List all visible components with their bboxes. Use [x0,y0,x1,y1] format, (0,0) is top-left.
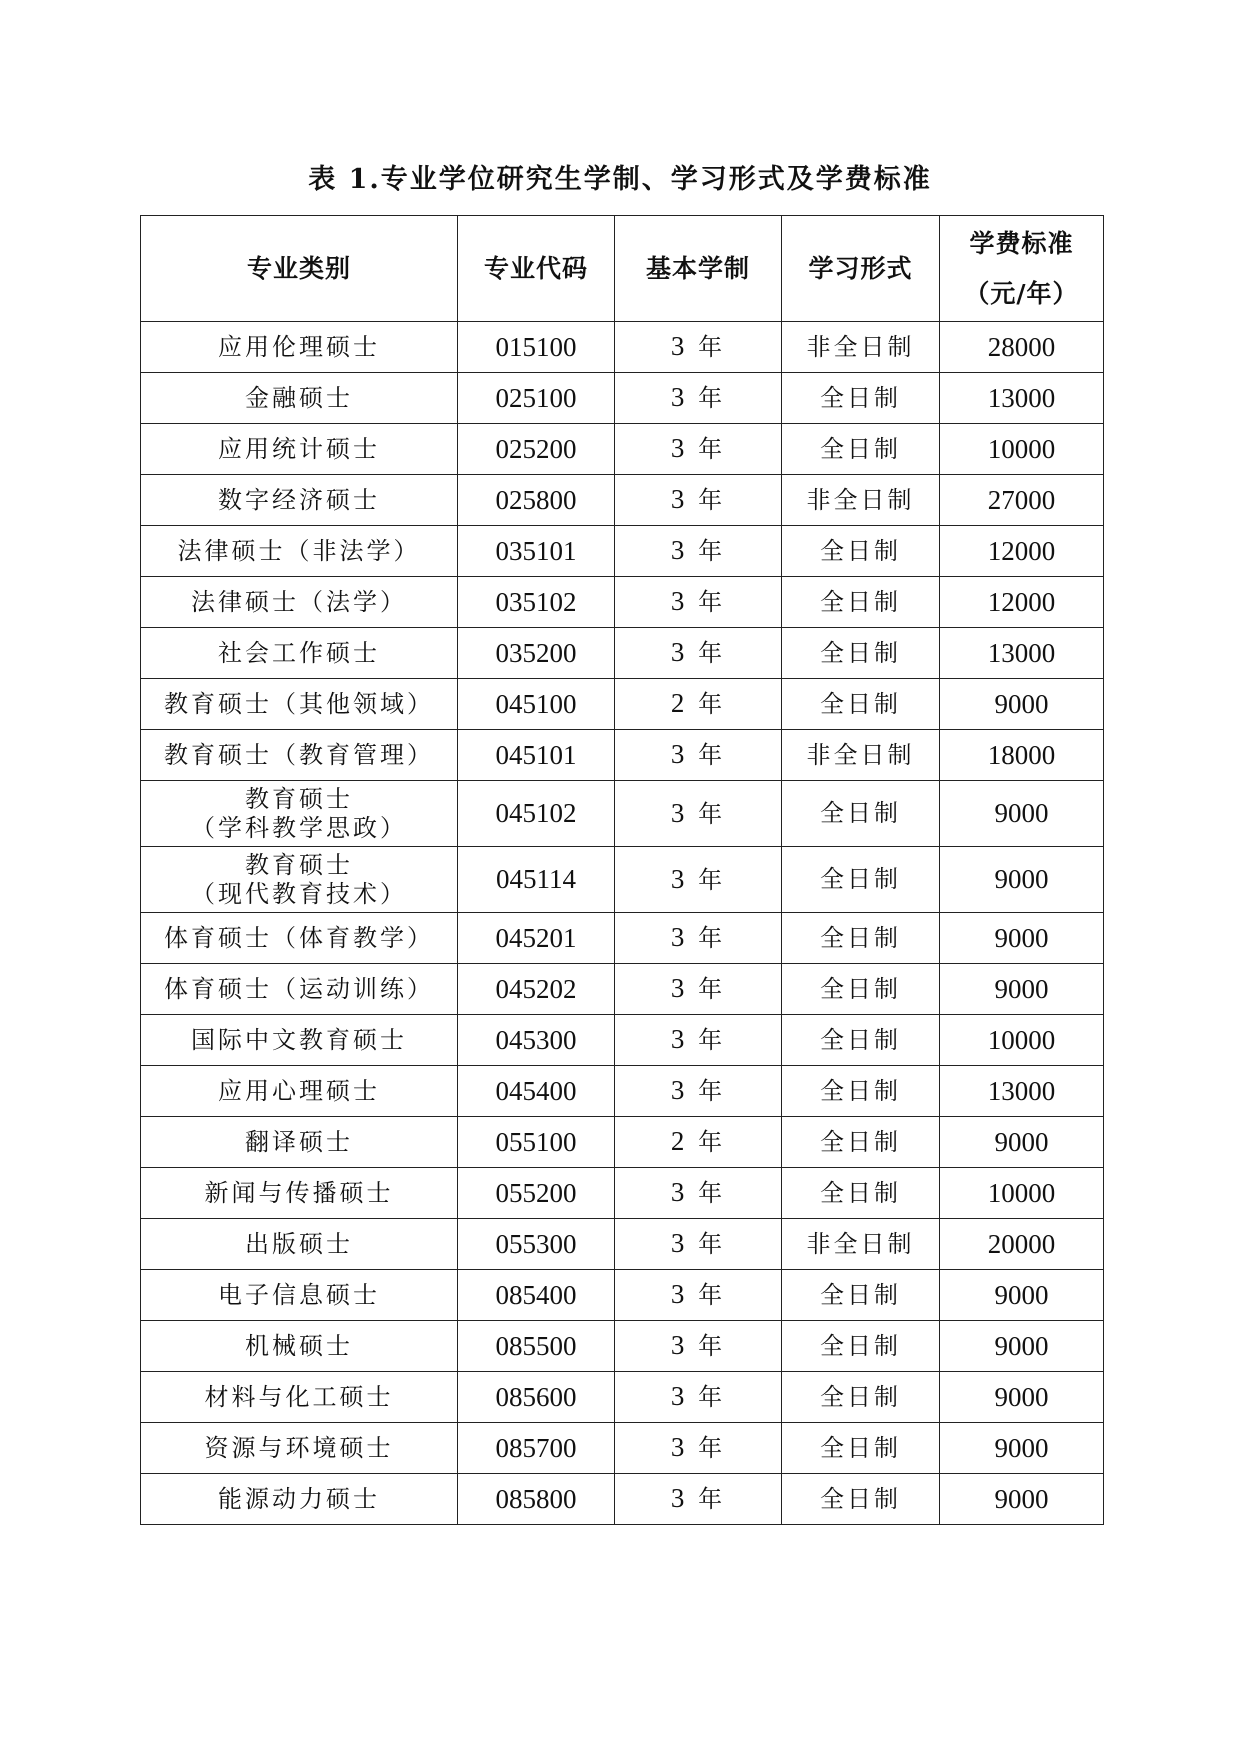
duration-years: 3 [670,922,688,952]
duration-unit: 年 [698,865,726,894]
cell-code: 045101 [458,730,615,781]
duration-unit: 年 [698,1485,726,1513]
cell-code: 085600 [458,1372,615,1423]
cell-mode: 全日制 [782,424,940,475]
cell-fee: 20000 [940,1219,1104,1270]
table-row [141,1372,1104,1423]
duration-unit: 年 [698,537,726,565]
table-row [141,1321,1104,1372]
duration-years: 2 [670,1126,688,1156]
table-row [141,1423,1104,1474]
cell-duration [615,424,782,475]
cell-mode: 非全日制 [782,730,940,781]
cell-mode: 全日制 [782,526,940,577]
cell-code: 055300 [458,1219,615,1270]
duration-years: 3 [670,1432,688,1462]
cell-mode: 全日制 [782,577,940,628]
header-mode: 学习形式 [782,216,940,322]
cell-duration [615,847,782,913]
category-text: 数字经济硕士 [218,485,380,514]
table-row [141,964,1104,1015]
cell-mode: 全日制 [782,1372,940,1423]
category-text: 教育硕士（其他领域） [164,689,434,718]
duration-years: 3 [670,1075,688,1105]
cell-mode: 非全日制 [782,1219,940,1270]
category-text: 资源与环境硕士 [204,1433,394,1462]
cell-duration [615,1474,782,1525]
duration-years: 3 [670,637,688,667]
duration-unit: 年 [698,1077,726,1105]
cell-code: 015100 [458,322,615,373]
cell-duration [615,577,782,628]
category-text: 应用心理硕士 [218,1076,380,1105]
cell-mode: 全日制 [782,373,940,424]
cell-duration [615,1219,782,1270]
cell-duration [615,1066,782,1117]
category-text: （现代教育技术） [191,879,407,908]
duration-years: 3 [670,1330,688,1360]
cell-duration [615,628,782,679]
cell-code: 045114 [458,847,615,913]
category-text: 应用统计硕士 [218,434,380,463]
cell-mode: 全日制 [782,1066,940,1117]
page-title: 表 1.专业学位研究生学制、学习形式及学费标准 [308,164,932,195]
cell-code: 045102 [458,781,615,847]
cell-code: 045100 [458,679,615,730]
duration-years: 3 [670,1177,688,1207]
duration-unit: 年 [698,384,726,412]
duration-years: 3 [670,739,688,769]
cell-mode: 全日制 [782,847,940,913]
cell-duration [615,1168,782,1219]
cell-code: 035101 [458,526,615,577]
cell-fee: 9000 [940,1423,1104,1474]
duration-unit: 年 [698,1230,726,1258]
header-duration: 基本学制 [615,216,782,322]
table-row [141,730,1104,781]
category-text: （学科教学思政） [191,813,407,842]
duration-years: 3 [670,433,688,463]
duration-unit: 年 [698,975,726,1003]
cell-mode: 非全日制 [782,322,940,373]
cell-code: 045400 [458,1066,615,1117]
duration-years: 3 [670,1024,688,1054]
category-text: 能源动力硕士 [218,1484,380,1513]
category-text: 教育硕士（教育管理） [164,740,434,769]
cell-mode: 全日制 [782,679,940,730]
cell-category [141,628,458,679]
cell-category [141,1066,458,1117]
table-row [141,1270,1104,1321]
fee-table [140,215,1104,1525]
cell-duration [615,526,782,577]
duration-unit: 年 [698,1383,726,1411]
table-row [141,781,1104,847]
cell-code: 085700 [458,1423,615,1474]
cell-category [141,322,458,373]
cell-code: 055200 [458,1168,615,1219]
table-row [141,913,1104,964]
duration-years: 3 [670,1279,688,1309]
duration-years: 3 [670,484,688,514]
cell-category [141,781,458,847]
category-text: 新闻与传播硕士 [204,1178,394,1207]
duration-years: 3 [670,797,688,828]
cell-duration [615,964,782,1015]
duration-unit: 年 [698,333,726,361]
cell-duration [615,1423,782,1474]
duration-years: 3 [670,586,688,616]
cell-category [141,730,458,781]
table-row [141,373,1104,424]
table-row [141,322,1104,373]
table-row [141,1117,1104,1168]
cell-fee: 9000 [940,1372,1104,1423]
cell-category [141,1474,458,1525]
cell-mode: 全日制 [782,964,940,1015]
duration-unit: 年 [698,924,726,952]
cell-duration [615,1270,782,1321]
duration-years: 2 [670,688,688,718]
category-text: 法律硕士（法学） [191,587,407,616]
table-row [141,847,1104,913]
duration-unit: 年 [698,486,726,514]
duration-unit: 年 [698,435,726,463]
duration-unit: 年 [698,1332,726,1360]
cell-code: 025200 [458,424,615,475]
cell-code: 085500 [458,1321,615,1372]
cell-fee: 13000 [940,1066,1104,1117]
cell-category [141,1168,458,1219]
cell-fee: 12000 [940,577,1104,628]
cell-code: 045202 [458,964,615,1015]
cell-category [141,1372,458,1423]
cell-code: 055100 [458,1117,615,1168]
cell-mode: 全日制 [782,1474,940,1525]
table-row [141,1474,1104,1525]
cell-category [141,964,458,1015]
cell-duration [615,781,782,847]
cell-category [141,1321,458,1372]
category-text: 电子信息硕士 [218,1280,380,1309]
cell-fee: 10000 [940,1015,1104,1066]
cell-duration [615,1117,782,1168]
cell-fee: 27000 [940,475,1104,526]
table-row [141,577,1104,628]
duration-unit: 年 [698,639,726,667]
duration-unit: 年 [698,741,726,769]
cell-mode: 全日制 [782,1270,940,1321]
cell-duration [615,475,782,526]
duration-years: 3 [670,331,688,361]
cell-category [141,475,458,526]
duration-years: 3 [670,863,688,894]
cell-duration [615,1372,782,1423]
category-text: 国际中文教育硕士 [191,1025,407,1054]
cell-category [141,1117,458,1168]
category-text: 机械硕士 [245,1331,353,1360]
category-text: 社会工作硕士 [218,638,380,667]
cell-mode: 全日制 [782,1117,940,1168]
cell-fee: 9000 [940,679,1104,730]
cell-mode: 全日制 [782,1321,940,1372]
cell-duration [615,679,782,730]
cell-category [141,1423,458,1474]
cell-duration [615,913,782,964]
duration-unit: 年 [698,690,726,718]
cell-category [141,847,458,913]
cell-code: 045300 [458,1015,615,1066]
category-text: 教育硕士 [245,784,353,813]
cell-duration [615,1321,782,1372]
category-text: 翻译硕士 [245,1127,353,1156]
category-text: 应用伦理硕士 [218,332,380,361]
category-text: 教育硕士 [245,850,353,879]
cell-duration [615,322,782,373]
duration-unit: 年 [698,588,726,616]
cell-code: 045201 [458,913,615,964]
header-category: 专业类别 [141,216,458,322]
cell-fee: 9000 [940,847,1104,913]
cell-mode: 全日制 [782,913,940,964]
cell-mode: 全日制 [782,1168,940,1219]
table-row [141,1168,1104,1219]
cell-category [141,526,458,577]
cell-code: 035200 [458,628,615,679]
category-text: 金融硕士 [245,383,353,412]
table-row [141,1066,1104,1117]
header-code: 专业代码 [458,216,615,322]
table-row [141,424,1104,475]
cell-duration [615,373,782,424]
cell-category [141,424,458,475]
duration-unit: 年 [698,1026,726,1054]
cell-mode: 全日制 [782,781,940,847]
cell-code: 035102 [458,577,615,628]
cell-fee: 13000 [940,628,1104,679]
duration-years: 3 [670,973,688,1003]
cell-fee: 13000 [940,373,1104,424]
table-row [141,526,1104,577]
table-row [141,1219,1104,1270]
category-text: 材料与化工硕士 [204,1382,394,1411]
duration-years: 3 [670,1228,688,1258]
cell-category [141,913,458,964]
cell-mode: 全日制 [782,1015,940,1066]
duration-unit: 年 [698,1179,726,1207]
cell-category [141,1270,458,1321]
cell-code: 025100 [458,373,615,424]
cell-duration [615,1015,782,1066]
category-text: 出版硕士 [245,1229,353,1258]
duration-unit: 年 [698,1434,726,1462]
cell-fee: 9000 [940,781,1104,847]
cell-duration [615,730,782,781]
duration-years: 3 [670,1381,688,1411]
category-text: 法律硕士（非法学） [177,536,421,565]
cell-mode: 全日制 [782,1423,940,1474]
duration-unit: 年 [698,1128,726,1156]
header-fee-label: 学费标准 [969,228,1074,258]
header-fee-unit: （元/年） [964,278,1079,308]
cell-category [141,679,458,730]
cell-fee: 12000 [940,526,1104,577]
cell-code: 085400 [458,1270,615,1321]
table-body [141,322,1104,1525]
cell-fee: 10000 [940,1168,1104,1219]
duration-unit: 年 [698,1281,726,1309]
duration-unit: 年 [698,799,726,828]
cell-mode: 非全日制 [782,475,940,526]
duration-years: 3 [670,382,688,412]
table-row [141,1015,1104,1066]
cell-category [141,373,458,424]
cell-fee: 9000 [940,1474,1104,1525]
cell-fee: 9000 [940,1270,1104,1321]
duration-years: 3 [670,535,688,565]
table-row [141,679,1104,730]
cell-code: 085800 [458,1474,615,1525]
cell-fee: 9000 [940,1321,1104,1372]
cell-fee: 9000 [940,913,1104,964]
cell-fee: 9000 [940,964,1104,1015]
cell-category [141,1219,458,1270]
category-text: 体育硕士（体育教学） [164,923,434,952]
duration-years: 3 [670,1483,688,1513]
cell-fee: 28000 [940,322,1104,373]
cell-category [141,1015,458,1066]
cell-category [141,577,458,628]
cell-fee: 18000 [940,730,1104,781]
cell-mode: 全日制 [782,628,940,679]
category-text: 体育硕士（运动训练） [164,974,434,1003]
cell-fee: 10000 [940,424,1104,475]
header-fee [940,216,1104,322]
table-header-row [141,216,1104,322]
table-row [141,628,1104,679]
table-row [141,475,1104,526]
cell-fee: 9000 [940,1117,1104,1168]
cell-code: 025800 [458,475,615,526]
